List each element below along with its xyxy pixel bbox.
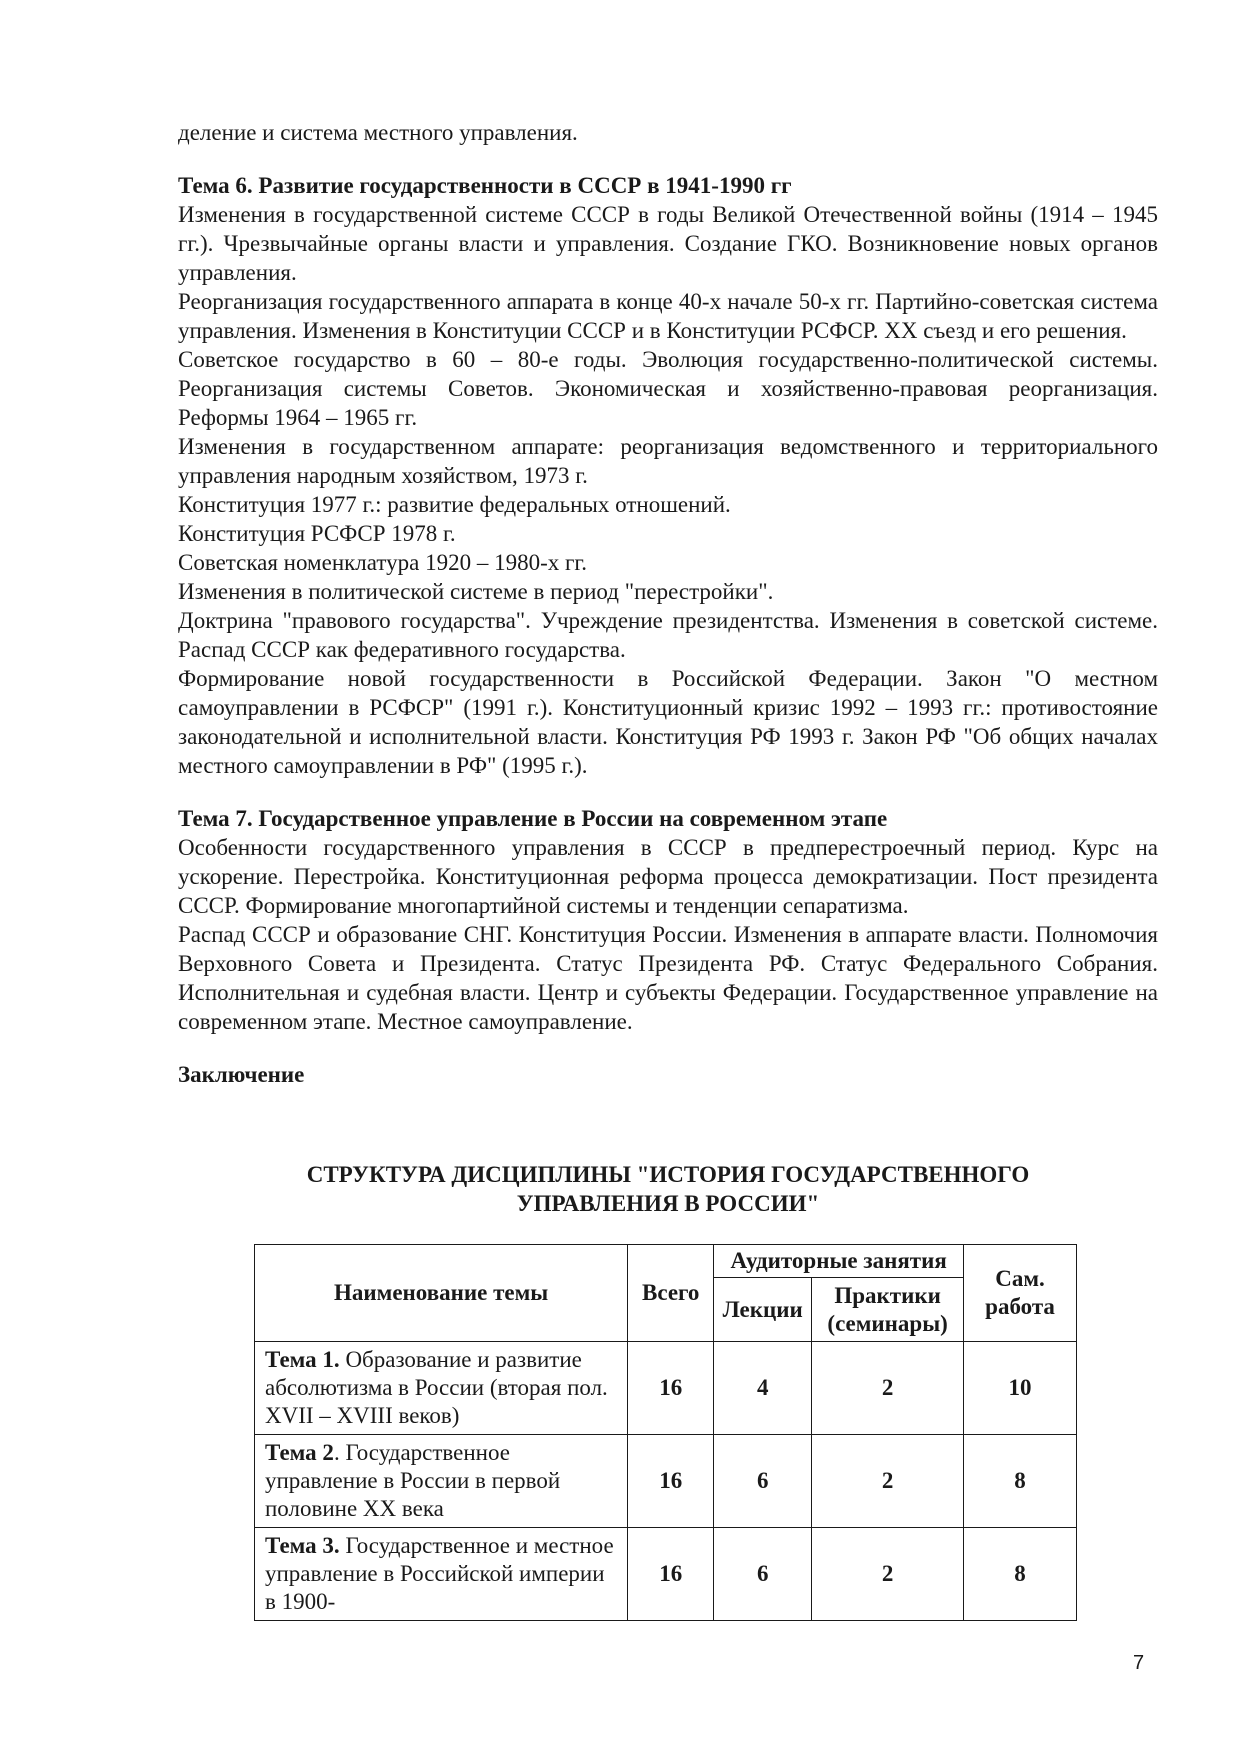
structure-title: [178, 1160, 1158, 1218]
table-row: [255, 1528, 1077, 1621]
topic-name-cell: [255, 1342, 628, 1435]
total-cell: 16: [628, 1342, 714, 1435]
practice-cell: 2: [812, 1342, 964, 1435]
paragraph: Реорганизация государственного аппарата в конце 40-х начале 50-х гг. Партийно-советская система управления. Изменения в Конституции СССР и в Конституции РСФСР. XX съезд и его решения.: [178, 289, 1158, 343]
paragraph-continued: деление и система местного управления.: [178, 120, 578, 145]
header-lectures: Лекции: [714, 1278, 812, 1342]
conclusion-heading: Заключение: [178, 1062, 305, 1087]
topic-name-cell: [255, 1435, 628, 1528]
page-number: 7: [1133, 1652, 1145, 1674]
self-work-cell: 8: [964, 1528, 1077, 1621]
lectures-cell: 6: [714, 1528, 812, 1621]
body-text: [178, 118, 1158, 1089]
paragraph: Изменения в политической системе в период "перестройки".: [178, 579, 774, 604]
lectures-cell: 6: [714, 1435, 812, 1528]
practice-cell: 2: [812, 1435, 964, 1528]
table-row: [255, 1435, 1077, 1528]
total-cell: 16: [628, 1528, 714, 1621]
topic-6-heading: Тема 6. Развитие государственности в СССР в 1941-1990 гг: [178, 173, 792, 198]
topic-name-cell: [255, 1528, 628, 1621]
paragraph: Конституция 1977 г.: развитие федеральных отношений.: [178, 492, 731, 517]
topic-label: Тема 1.: [265, 1347, 340, 1372]
paragraph: Изменения в государственной системе СССР в годы Великой Отечественной войны (1914 – 1945 гг.). Чрезвычайные органы власти и управления. Создание ГКО. Возникновение новых органов управления.: [178, 202, 1158, 285]
paragraph: Особенности государственного управления в СССР в предперестроечный период. Курс на ускорение. Перестройка. Конституционная реформа процесса демократизации. Пост президента СССР. Формирование многопартийной системы и тенденции сепаратизма.: [178, 835, 1158, 918]
discipline-structure-table: [254, 1244, 1077, 1621]
paragraph: Формирование новой государственности в Российской Федерации. Закон "О местном самоуправлении в РСФСР" (1991 г.). Конституционный кризис 1992 – 1993 гг.: противостояние законодательной и исполнительной власти. Конституция РФ 1993 г. Закон РФ "Об общих началах местного самоуправлении в РФ" (1995 г.).: [178, 666, 1158, 778]
header-topic-name: Наименование темы: [255, 1245, 628, 1342]
paragraph: Изменения в государственном аппарате: реорганизация ведомственного и территориального управления народным хозяйством, 1973 г.: [178, 434, 1158, 488]
structure-title-line-2: УПРАВЛЕНИЯ В РОССИИ": [516, 1191, 820, 1216]
header-practice: Практики (семинары): [812, 1278, 964, 1342]
practice-cell: 2: [812, 1528, 964, 1621]
self-work-cell: 8: [964, 1435, 1077, 1528]
structure-title-line-1: СТРУКТУРА ДИСЦИПЛИНЫ "ИСТОРИЯ ГОСУДАРСТВЕННОГО: [306, 1162, 1030, 1187]
header-auditory: Аудиторные занятия: [714, 1245, 964, 1278]
total-cell: 16: [628, 1435, 714, 1528]
topic-label: Тема 3.: [265, 1533, 340, 1558]
topic-label: Тема 2: [265, 1440, 334, 1465]
header-self-work: Сам. работа: [964, 1245, 1077, 1342]
table-row: [255, 1342, 1077, 1435]
header-total: Всего: [628, 1245, 714, 1342]
topic-text: . Государственное управление в России в первой половине XX века: [265, 1440, 561, 1521]
topic-text: Образование и развитие абсолютизма в России (вторая пол. XVII – XVIII веков): [265, 1347, 608, 1428]
paragraph: Доктрина "правового государства". Учреждение президентства. Изменения в советской системе. Распад СССР как федеративного государства.: [178, 608, 1158, 662]
paragraph: Распад СССР и образование СНГ. Конституция России. Изменения в аппарате власти. Полномочия Верховного Совета и Президента. Статус Президента РФ. Статус Федерального Собрания. Исполнительная и судебная власти. Центр и субъекты Федерации. Государственное управление на современном этапе. Местное самоуправление.: [178, 922, 1158, 1034]
paragraph: Конституция РСФСР 1978 г.: [178, 521, 456, 546]
topic-7-heading: Тема 7. Государственное управление в России на современном этапе: [178, 806, 888, 831]
self-work-cell: 10: [964, 1342, 1077, 1435]
paragraph: Советская номенклатура 1920 – 1980-х гг.: [178, 550, 588, 575]
table-header-row: [255, 1245, 1077, 1278]
paragraph: Советское государство в 60 – 80-е годы. Эволюция государственно-политической системы. Реорганизация системы Советов. Экономическая и хозяйственно-правовая реорганизация. Реформы 1964 – 1965 гг.: [178, 347, 1158, 430]
lectures-cell: 4: [714, 1342, 812, 1435]
topic-text: Государственное и местное управление в Российской империи в 1900-: [265, 1533, 614, 1614]
